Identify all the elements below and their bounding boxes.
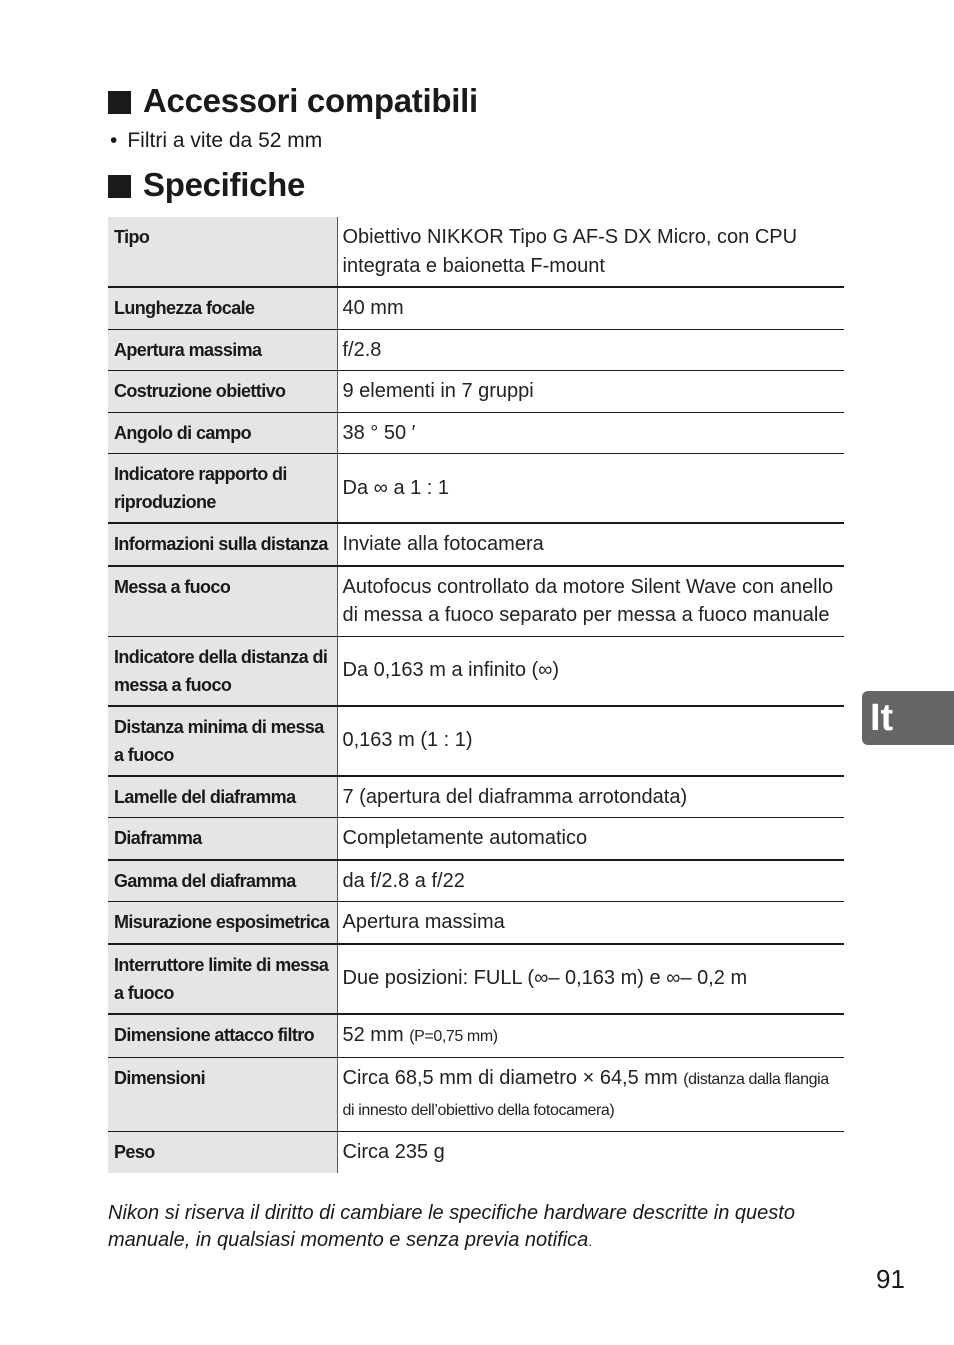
table-row: [108, 776, 844, 818]
page-number: 91: [876, 1264, 905, 1294]
spec-value: [337, 1014, 844, 1058]
spec-label: Indicatore rapporto di riproduzione: [108, 454, 337, 524]
spec-value: f/2.8: [342, 338, 382, 361]
table-row: [108, 1014, 844, 1058]
spec-value: Due posizioni: FULL (∞– 0,163 m) e ∞– 0,2 m: [342, 967, 748, 990]
table-row: [108, 636, 844, 706]
spec-value: Completamente automatico: [342, 827, 588, 849]
spec-value: Apertura massima: [342, 911, 505, 933]
spec-value: Circa 235 g: [342, 1141, 445, 1163]
table-row: [108, 818, 844, 860]
spec-value: da f/2.8 a f/22: [342, 869, 465, 892]
disclaimer-period: .: [588, 1233, 593, 1249]
spec-label: Messa a fuoco: [108, 566, 337, 637]
heading-text: Accessori compatibili: [143, 82, 478, 119]
spec-value: Da 0,163 m a infinito (∞): [342, 659, 560, 682]
heading-square-icon: [108, 91, 131, 114]
spec-label: Dimensione attacco filtro: [108, 1014, 337, 1058]
spec-label: Costruzione obiettivo: [108, 371, 337, 413]
spec-value: 0,163 m (1 : 1): [342, 729, 473, 752]
table-row: [108, 1132, 844, 1173]
spec-value: 38 ° 50 ′: [342, 421, 416, 444]
spec-label: Angolo di campo: [108, 412, 337, 454]
spec-label: Informazioni sulla distanza: [108, 523, 337, 566]
compatible-item: [110, 129, 322, 153]
spec-label: Distanza minima di messa a fuoco: [108, 706, 337, 776]
table-row: [108, 454, 844, 524]
spec-value-main: Circa 68,5 mm di diametro × 64,5 mm: [342, 1067, 678, 1089]
spec-label: Diaframma: [108, 818, 337, 860]
table-row: [108, 566, 844, 637]
table-row: [108, 1058, 844, 1132]
spec-value-main: 52 mm: [342, 1023, 404, 1046]
table-row: [108, 371, 844, 413]
spec-value-note: (distanza dalla flangia di innesto dell’obiettivo della fotocamera): [342, 1071, 829, 1119]
heading-accessori-compatibili: [108, 82, 478, 120]
table-row: [108, 944, 844, 1014]
disclaimer-note: [108, 1200, 828, 1255]
spec-label: Indicatore della distanza di messa a fuoco: [108, 636, 337, 706]
table-row: [108, 217, 844, 287]
table-row: [108, 287, 844, 329]
spec-label: Dimensioni: [108, 1058, 337, 1132]
compatible-item-text: Filtri a vite da 52 mm: [127, 129, 323, 152]
heading-specifiche: [108, 166, 305, 204]
spec-table: [108, 217, 844, 1173]
table-row: [108, 860, 844, 902]
table-row: [108, 329, 844, 371]
spec-value: Obiettivo NIKKOR Tipo G AF-S DX Micro, con CPU integrata e baionetta F-mount: [342, 226, 798, 277]
disclaimer-text: Nikon si riserva il diritto di cambiare le specifiche hardware descritte in questo manuale, in qualsiasi momento e senza previa notifica: [108, 1202, 795, 1251]
spec-label: Apertura massima: [108, 329, 337, 371]
table-row: [108, 523, 844, 566]
spec-label: Peso: [108, 1132, 337, 1173]
table-row: [108, 412, 844, 454]
spec-value: Da ∞ a 1 : 1: [342, 476, 450, 499]
spec-value: [337, 1058, 844, 1132]
spec-value: Autofocus controllato da motore Silent Wave con anello di messa a fuoco separato per messa a fuoco manuale: [342, 575, 834, 626]
spec-label: Interruttore limite di messa a fuoco: [108, 944, 337, 1014]
bullet-icon: •: [110, 129, 118, 152]
spec-label: Tipo: [108, 217, 337, 287]
spec-value: 40 mm: [342, 297, 404, 319]
spec-value-note: (P=0,75 mm): [409, 1027, 498, 1045]
spec-label: Lunghezza focale: [108, 287, 337, 329]
spec-value: 9 elementi in 7 gruppi: [342, 380, 534, 402]
spec-value: 7 (apertura del diaframma arrotondata): [342, 785, 688, 808]
spec-label: Gamma del diaframma: [108, 860, 337, 902]
table-row: [108, 706, 844, 776]
spec-label: Misurazione esposimetrica: [108, 902, 337, 944]
heading-square-icon: [108, 175, 131, 198]
heading-text: Specifiche: [143, 166, 306, 203]
spec-label: Lamelle del diaframma: [108, 776, 337, 818]
language-tab: It: [862, 691, 954, 745]
table-row: [108, 902, 844, 944]
spec-value: Inviate alla fotocamera: [342, 533, 544, 555]
